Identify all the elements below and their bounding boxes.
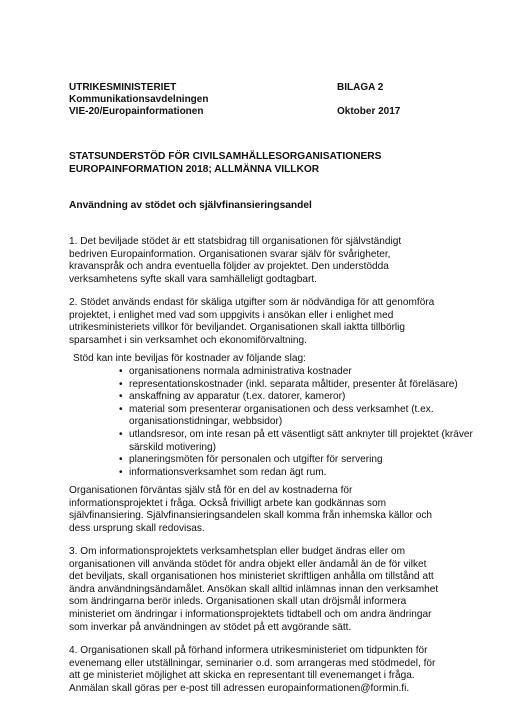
list-item-text: • informationsverksamhet som redan ägt rum.: [129, 466, 327, 478]
list-item-text: • utlandsresor, om inte resan på ett väsentligt sätt anknyter till projektet (kräver: [129, 428, 473, 440]
title-line-1: STATSUNDERSTÖD FÖR CIVILSAMHÄLLESORGANISATIONERS: [69, 151, 382, 162]
text-line: 2. Stödet används endast för skäliga utgifter som är nödvändiga för att genomföra: [69, 297, 435, 308]
text-line: dess ursprung skall redovisas.: [69, 522, 205, 534]
text-line: Anmälan skall göras per e-post till adressen europainformationen@formin.fi.: [69, 682, 410, 694]
document-date: Oktober 2017: [337, 106, 401, 117]
department-name: Kommunikationsavdelningen: [69, 94, 209, 105]
text-line: kravanspråk och andra eventuella följder av projektet. Den understödda: [69, 261, 389, 273]
ministry-name: UTRIKESMINISTERIET: [69, 82, 177, 93]
section-heading: Användning av stödet och självfinansieringsandel: [69, 200, 312, 211]
text-line: organisationen vill använda stödet för andra objekt eller ändamål än de för vilket: [69, 558, 427, 570]
text-line: som inverkar på användningen av stödet på ett avgörande sätt.: [69, 621, 352, 633]
text-line: sparsamhet i sin verksamhet och ekonomiförvaltning.: [69, 334, 307, 346]
not-eligible-intro: Stöd kan inte beviljas för kostnader av följande slag:: [73, 353, 306, 364]
list-item: [119, 404, 499, 429]
text-line: bedriven Europainformation. Organisationen svarar själv för svårigheter,: [69, 248, 391, 260]
not-eligible-list: [119, 366, 499, 479]
text-line: självfinansiering. Självfinansieringsandelen skall komma från inhemska källor och: [69, 510, 432, 522]
text-line: 3. Om informationsprojektets verksamhetsplan eller budget ändras eller om: [69, 546, 406, 557]
list-item-text: • material som presenterar organisationen och dess verksamhet (t.ex.: [129, 403, 434, 415]
header-spacer: [337, 94, 400, 106]
text-line: utrikesministeriets villkor för beviljandet. Organisationen skall iaktta tillbörlig: [69, 322, 406, 334]
text-line: evenemang eller utställningar, seminarier o.d. som arrangeras med stödmedel, för: [69, 657, 436, 669]
text-line: Organisationen förväntas själv stå för en del av kostnaderna för: [69, 485, 353, 496]
text-line: 4. Organisationen skall på förhand informera utrikesministeriet om tidpunkten för: [69, 645, 428, 656]
text-line: ändra användningsändamålet. Ansökan skall alltid inlämnas innan den verksamhet: [69, 583, 439, 595]
list-item-text: • organisationens normala administrativa kostnader: [129, 366, 352, 377]
title-line-2: EUROPAINFORMATION 2018; ALLMÄNNA VILLKOR: [69, 164, 320, 175]
text-line: projektet, i enlighet med vad som uppgivits i ansökan eller i enlighet med: [69, 309, 394, 321]
list-item-text-cont: särskild motivering): [129, 441, 216, 453]
list-item: [119, 379, 499, 392]
appendix-label: BILAGA 2: [337, 82, 384, 93]
list-item-text: • representationskostnader (inkl. separata måltider, presenter åt föreläsare): [129, 378, 458, 390]
paragraph-3: [69, 546, 465, 634]
paragraph-2: [69, 297, 465, 347]
paragraph-4: [69, 645, 465, 695]
list-item: [119, 454, 499, 467]
text-line: det beviljats, skall organisationen hos ministeriet skriftligen anhålla om tillstånd att: [69, 571, 434, 583]
list-item: [119, 467, 499, 480]
text-line: som ändringarna berör inleds. Organisationen skall utan dröjsmål informera: [69, 596, 407, 608]
list-item-text: • anskaffning av apparatur (t.ex. datorer, kameror): [129, 391, 346, 403]
paragraph-self-financing: [69, 485, 465, 535]
text-line: informationsprojektet i fråga. Också frivilligt arbete kan godkännas som: [69, 497, 386, 509]
list-item: [119, 429, 499, 454]
text-line: ministeriet om ändringar i informationsprojektets tidtabell och om andra ändringar: [69, 608, 432, 620]
list-item-text: • planeringsmöten för personalen och utgifter för servering: [129, 454, 383, 466]
document-title: [69, 150, 381, 176]
text-line: att ge ministeriet möjlighet att skicka en representant till evenemanget i fråga.: [69, 670, 415, 682]
header-left: [69, 82, 208, 118]
text-line: 1. Det beviljade stödet är ett statsbidrag till organisationen för självständigt: [69, 236, 402, 247]
unit-name: VIE-20/Europainformationen: [69, 106, 204, 117]
list-item: [119, 391, 499, 404]
paragraph-1: [69, 236, 465, 286]
list-item: [119, 366, 499, 379]
text-line: verksamhetens syfte skall vara samhälleligt godtagbart.: [69, 273, 317, 285]
list-item-text-cont: organisationstidningar, webbsidor): [129, 416, 283, 428]
header-right: [337, 82, 400, 118]
